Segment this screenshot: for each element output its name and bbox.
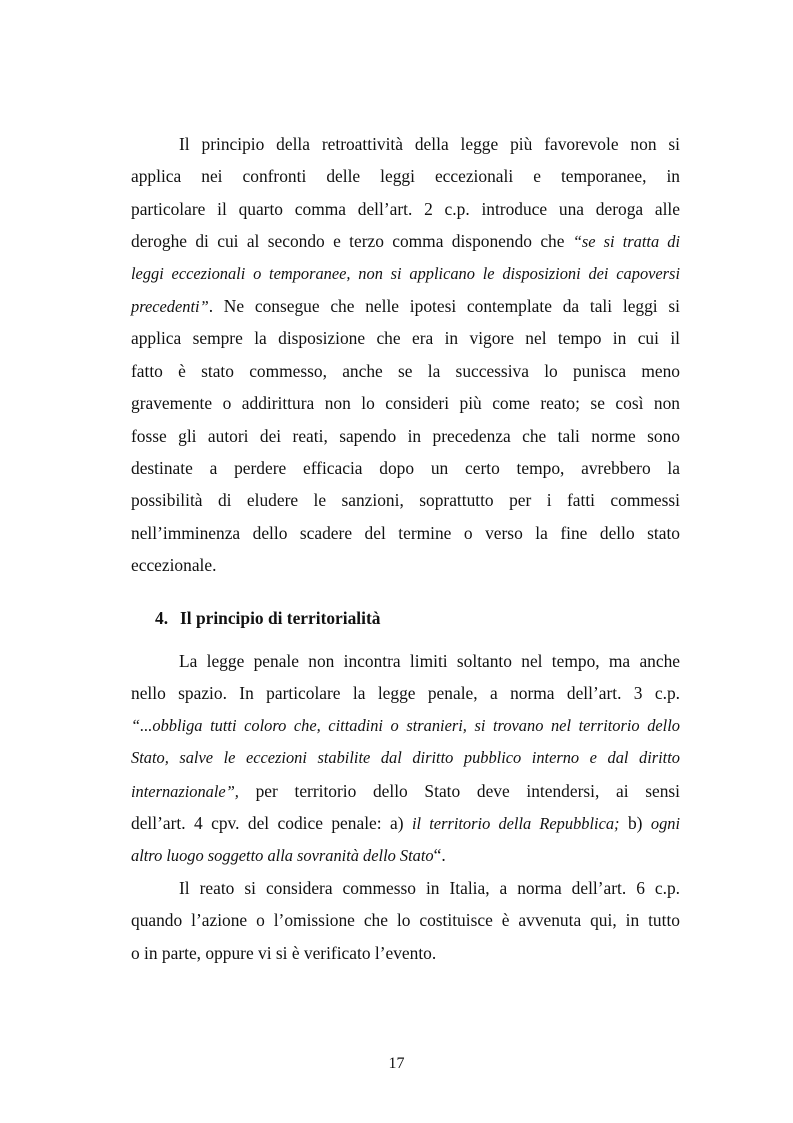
text-line: eccezionale.	[131, 555, 217, 576]
text-line: destinate a perdere efficacia dopo un certo tempo, avrebbero la	[131, 457, 680, 478]
paragraph-territoriality	[131, 645, 680, 969]
text-span: per territorio dello Stato deve intendersi, ai sensi	[238, 780, 680, 801]
section-heading	[155, 606, 380, 630]
text-line	[131, 290, 680, 322]
text-line: Il principio della retroattività della legge più favorevole non si	[179, 134, 680, 154]
text-span: “.	[433, 845, 446, 866]
text-line: particolare il quarto comma dell’art. 2 c.p. introduce una deroga alle	[131, 198, 680, 219]
text-line: applica nei confronti delle leggi eccezionali e temporanee, in	[131, 166, 680, 187]
quoted-text: internazionale”,	[131, 781, 239, 801]
page-number: 17	[388, 1055, 405, 1072]
text-line: fosse gli autori dei reati, sapendo in precedenza che tali norme sono	[131, 425, 680, 446]
text-line	[131, 839, 680, 871]
text-line: gravemente o addirittura non lo consideri più come reato; se così non	[131, 393, 680, 414]
section-title: Il principio di territorialità	[180, 608, 381, 628]
text-line: nell’imminenza dello scadere del termine o verso la fine dello stato	[131, 522, 680, 543]
text-line: fatto è stato commesso, anche se la successiva lo punisca meno	[131, 360, 680, 381]
paragraph-retroactivity	[131, 128, 680, 581]
text-span: . Ne consegue che nelle ipotesi contemplate da tali leggi si	[208, 295, 680, 316]
quoted-text: leggi eccezionali o temporanee, non si applicano le disposizioni dei capoversi	[131, 263, 680, 283]
quoted-text: ogni	[650, 813, 681, 833]
text-line: quando l’azione o l’omissione che lo costituisce è avvenuta qui, in tutto	[131, 910, 680, 931]
text-span: dell’art. 4 cpv. del codice penale: a)	[131, 812, 412, 833]
section-number: 4.	[155, 608, 169, 628]
text-line: o in parte, oppure vi si è verificato l’evento.	[131, 942, 437, 963]
text-line: Il reato si considera commesso in Italia, a norma dell’art. 6 c.p.	[179, 877, 680, 898]
text-line: possibilità di eludere le sanzioni, soprattutto per i fatti commessi	[131, 490, 680, 511]
quoted-text: il territorio della Repubblica;	[411, 813, 620, 833]
text-line	[131, 807, 680, 839]
text-span: b)	[619, 812, 651, 833]
text-line	[131, 775, 680, 807]
text-span: deroghe di cui al secondo e terzo comma disponendo che	[131, 231, 573, 252]
quoted-text: Stato, salve le eccezioni stabilite dal diritto pubblico interno e dal diritto	[131, 748, 680, 768]
text-line: nello spazio. In particolare la legge penale, a norma dell’art. 3 c.p.	[131, 683, 680, 704]
quoted-text: altro luogo soggetto alla sovranità dello Stato	[131, 846, 434, 866]
text-line: La legge penale non incontra limiti soltanto nel tempo, ma anche	[179, 651, 680, 671]
quoted-text: “...obbliga tutti coloro che, cittadini o stranieri, si trovano nel territorio dello	[131, 715, 680, 735]
text-line: applica sempre la disposizione che era in vigore nel tempo in cui il	[131, 328, 680, 349]
quoted-text: precedenti”	[131, 296, 209, 316]
quoted-text: “se si tratta di	[572, 232, 680, 252]
text-line	[131, 225, 680, 257]
